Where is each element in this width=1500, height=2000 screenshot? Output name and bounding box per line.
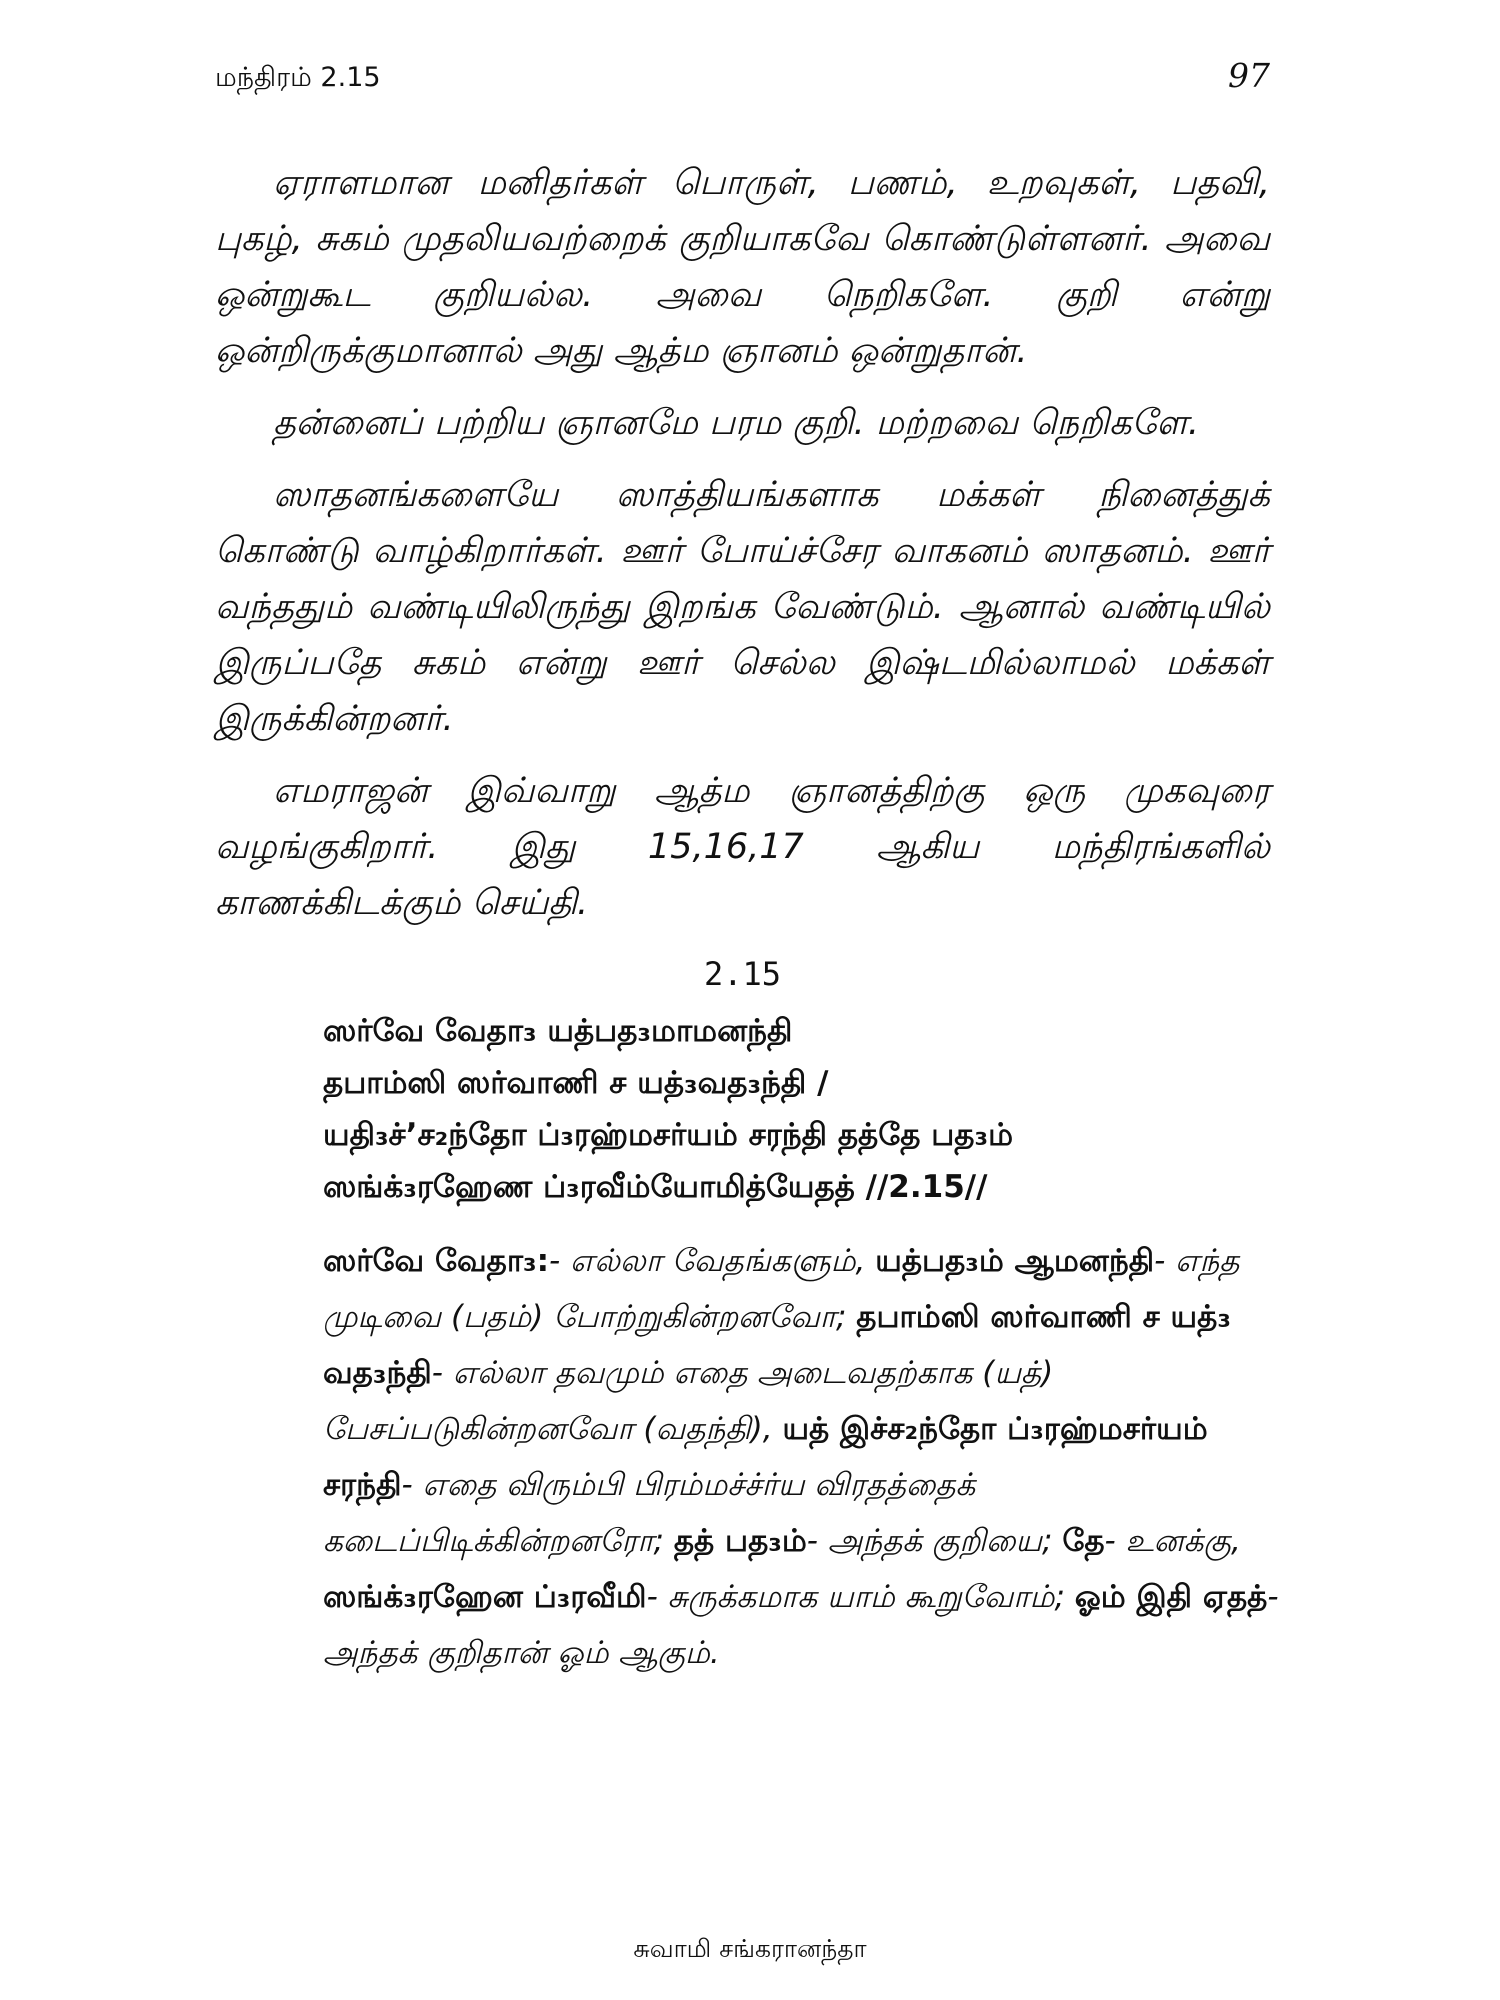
- gloss-term: ஓம் இதி ஏதத்: [1074, 1579, 1268, 1615]
- verse-block: [215, 1005, 1270, 1213]
- paragraph-4: எமராஜன் இவ்வாறு ஆத்ம ஞானத்திற்கு ஒரு முகவுரை வழங்குகிறார். இது 15,16,17 ஆகிய மந்திரங்களில் காணக்கிடக்கும் செய்தி.: [215, 771, 1270, 923]
- gloss-term: ஸர்வே வேதா₃:: [323, 1243, 550, 1279]
- gloss-term: யத்பத₃ம் ஆமனந்தி: [875, 1243, 1155, 1279]
- gloss-meaning: - எல்லா வேதங்களும்,: [549, 1243, 876, 1279]
- gloss-meaning: - எல்லா தவமும் எதை அடைவதற்காக (யத்) பேசப்படுகின்றனவோ (வதந்தி),: [323, 1355, 1054, 1447]
- gloss-meaning: - சுருக்கமாக யாம் கூறுவோம்;: [646, 1579, 1075, 1615]
- running-header: மந்திரம் 2.15: [215, 62, 381, 93]
- paragraph-1: ஏராளமான மனிதர்கள் பொருள், பணம், உறவுகள், பதவி, புகழ், சுகம் முதலியவற்றைக் குறியாகவே கொண்டுள்ளனர். அவை ஒன்றுகூட குறியல்ல. அவை நெறிகளே. குறி என்று ஒன்றிருக்குமானால் அது ஆத்ம ஞானம் ஒன்றுதான்.: [215, 163, 1270, 371]
- gloss-meaning: - அந்தக் குறிதான் ஓம் ஆகும்.: [323, 1579, 1279, 1671]
- gloss-term: தே: [1062, 1523, 1105, 1559]
- gloss-meaning: - அந்தக் குறியை;: [806, 1523, 1063, 1559]
- gloss-term: தபாம்ஸி ஸர்வாணி ச யத்₃ வத₃ந்தி: [323, 1299, 1231, 1391]
- page-number: 97: [1228, 56, 1270, 95]
- paragraph-2: தன்னைப் பற்றிய ஞானமே பரம குறி. மற்றவை நெறிகளே.: [273, 403, 1200, 443]
- gloss-term: யத் இச்ச₂ந்தோ ப்₃ரஹ்மசர்யம் சரந்தி: [323, 1411, 1208, 1503]
- gloss-meaning: - உனக்கு,: [1104, 1523, 1241, 1559]
- word-meaning-gloss: [323, 1233, 1283, 1681]
- verse-line: ஸர்வே வேதா₃ யத்பத₃மாமனந்தி: [323, 1013, 793, 1049]
- verse-number: 2.15: [703, 955, 782, 993]
- paragraph-3: ஸாதனங்களையே ஸாத்தியங்களாக மக்கள் நினைத்துக் கொண்டு வாழ்கிறார்கள். ஊர் போய்ச்சேர வாகனம் ஸாதனம். ஊர் வந்ததும் வண்டியிலிருந்து இறங்க வேண்டும். ஆனால் வண்டியில் இருப்பதே சுகம் என்று ஊர் செல்ல இஷ்டமில்லாமல் மக்கள் இருக்கின்றனர்.: [215, 475, 1270, 739]
- verse-line: யதி₃ச்’ச₂ந்தோ ப்₃ரஹ்மசர்யம் சரந்தி தத்தே பத₃ம்: [323, 1117, 1014, 1153]
- gloss-meaning: - எந்த முடிவை (பதம்) போற்றுகின்றனவோ;: [323, 1243, 1240, 1335]
- verse-line: தபாம்ஸி ஸர்வாணி ச யத்₃வத₃ந்தி /: [323, 1065, 829, 1101]
- gloss-term: ஸங்க்₃ரஹேன ப்₃ரவீமி: [323, 1579, 647, 1615]
- gloss-meaning: - எதை விரும்பி பிரம்மச்ச்ர்ய விரதத்தைக் கடைப்பிடிக்கின்றனரோ;: [323, 1467, 976, 1559]
- page-footer-author: சுவாமி சங்கரானந்தா: [633, 1934, 867, 1963]
- verse-line: ஸங்க்₃ரஹேண ப்₃ரவீம்யோமித்யேதத் //2.15//: [323, 1169, 988, 1205]
- page-body: [215, 155, 1279, 1681]
- gloss-term: தத் பத₃ம்: [673, 1523, 807, 1559]
